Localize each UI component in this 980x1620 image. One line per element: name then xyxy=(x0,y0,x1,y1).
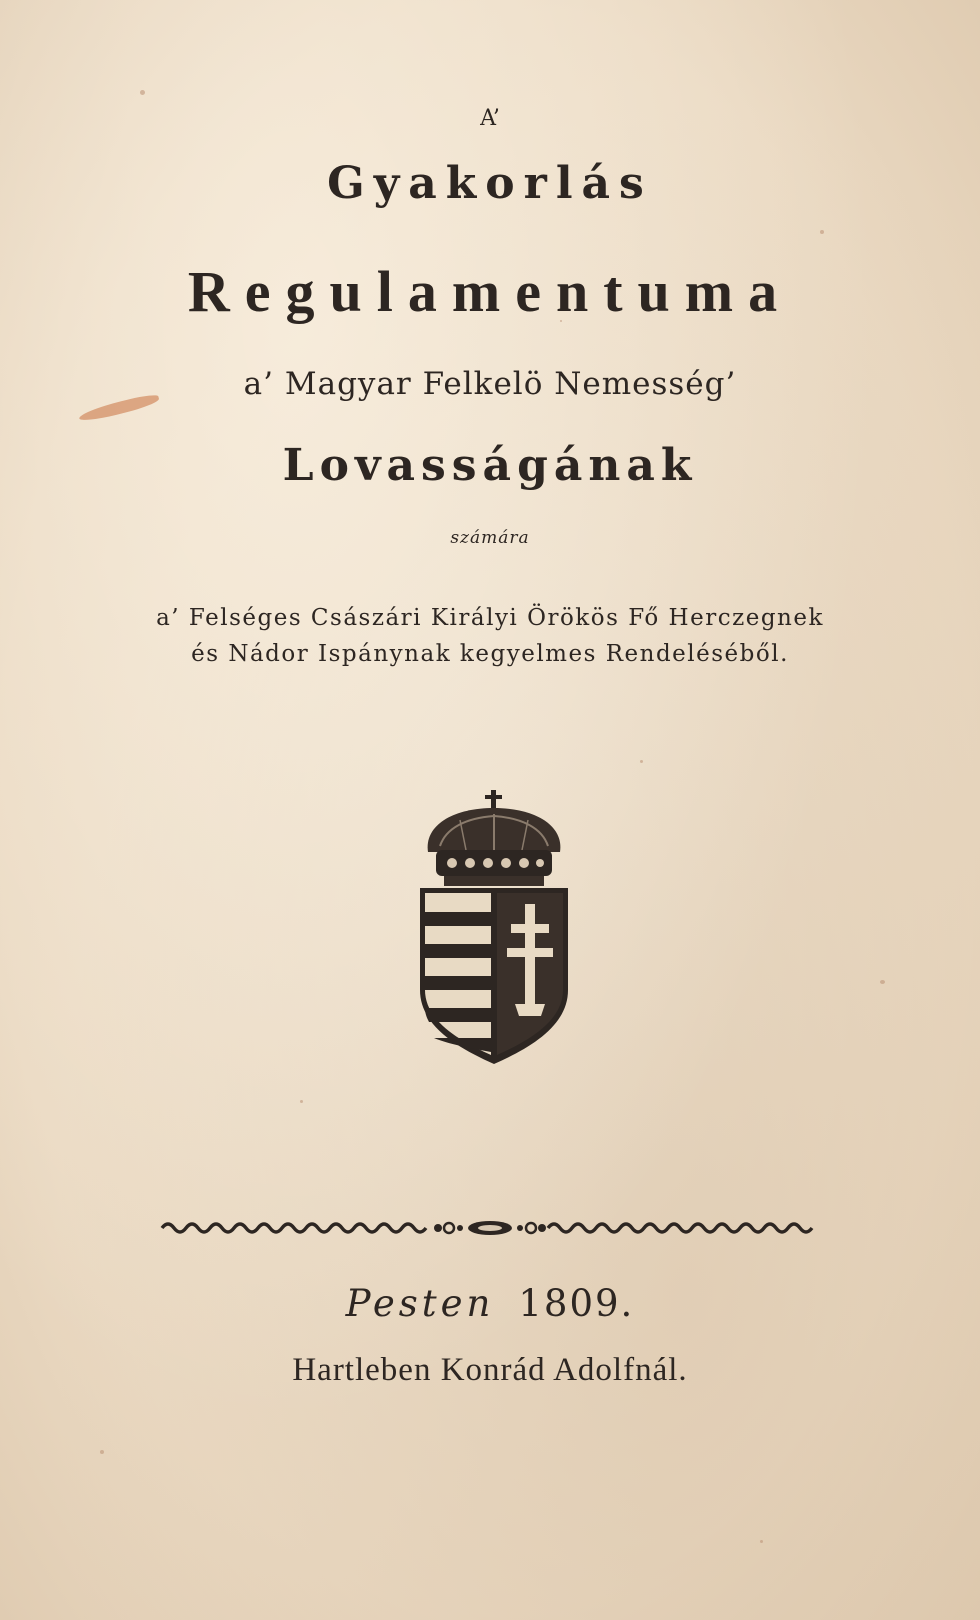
foxing-speck xyxy=(640,760,643,763)
imprint-place: Pesten xyxy=(345,1282,495,1325)
foxing-speck xyxy=(760,1540,763,1543)
foxing-speck xyxy=(880,980,885,984)
subtitle-line: a’ Magyar Felkelö Nemesség’ xyxy=(243,366,737,402)
dedication-line-1: a’ Felséges Császári Királyi Örökös Fő Herczegnek xyxy=(156,605,824,631)
hungarian-coat-of-arms-icon xyxy=(420,790,568,1066)
foxing-speck xyxy=(300,1100,303,1103)
title-word-gyakorlas: Gyakorlás xyxy=(327,158,653,209)
dedication-line-2: és Nádor Ispánynak kegyelmes Rendeléséből. xyxy=(191,641,789,667)
imprint-publisher: Hartleben Konrád Adolfnál. xyxy=(292,1352,688,1388)
foxing-speck xyxy=(100,1450,104,1454)
subtitle-word-lovassaganak: Lovasságának xyxy=(282,440,698,491)
imprint-year: 1809. xyxy=(518,1282,635,1325)
title-word-regulamentuma: Regulamentuma xyxy=(187,259,793,324)
szamara-line: számára xyxy=(450,528,530,548)
title-article: A’ xyxy=(480,106,500,131)
foxing-speck xyxy=(820,230,824,234)
imprint-place-year xyxy=(0,1282,980,1325)
wavy-ornament-rule-icon xyxy=(160,1215,820,1241)
foxing-speck xyxy=(140,90,145,95)
